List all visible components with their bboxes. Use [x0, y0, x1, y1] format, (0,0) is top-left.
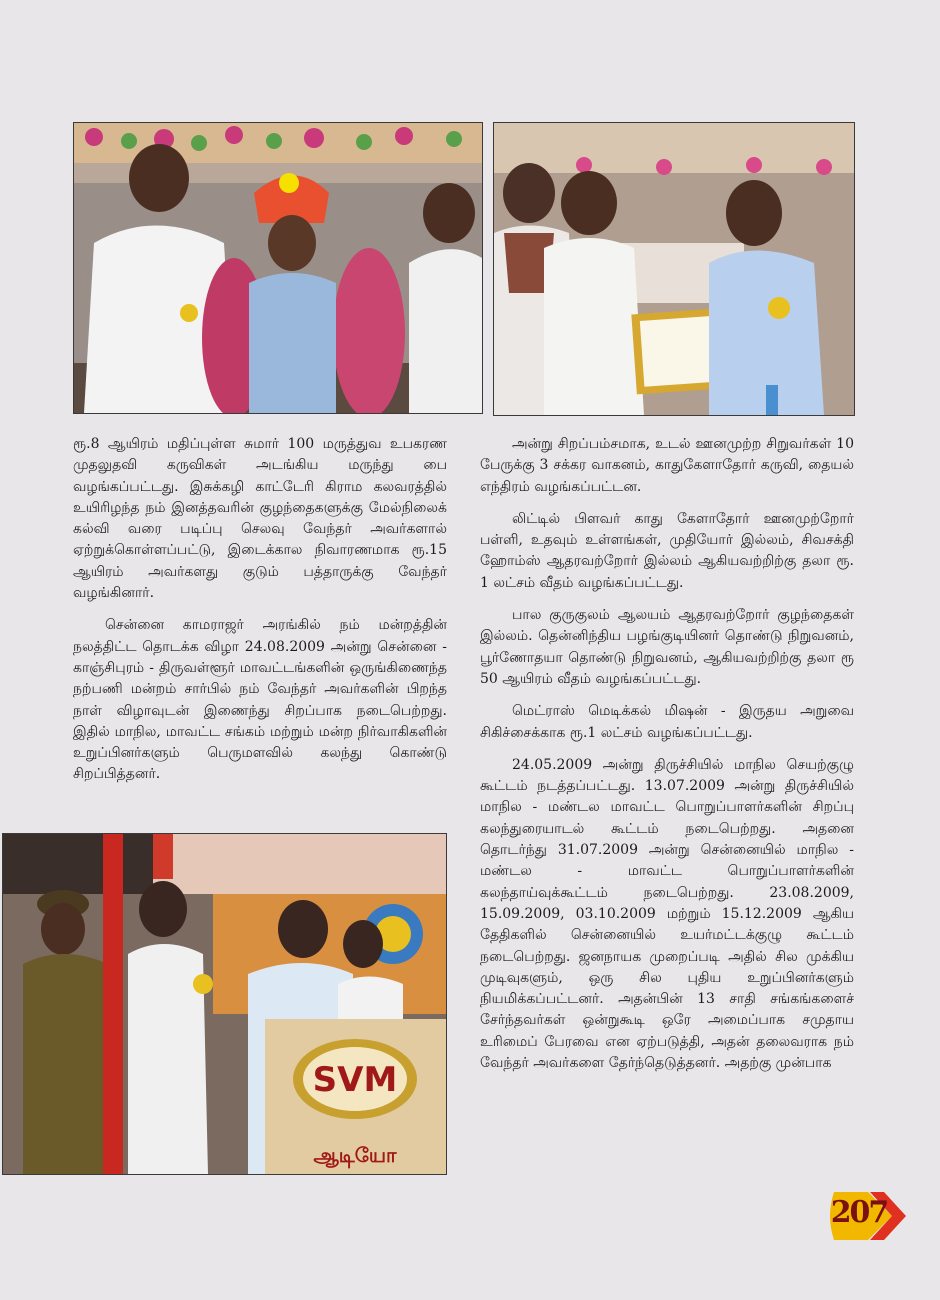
right-paragraph-4: மெட்ராஸ் மெடிக்கல் மிஷன் - இருதய அறுவை சிகிச்சைக்காக ரூ.1 லட்சம் வழங்கப்பட்டது. — [480, 703, 854, 741]
photo-certificate-award — [493, 122, 855, 416]
left-text-column — [73, 434, 447, 797]
podium-subtext: ஆடியோ — [313, 1143, 397, 1167]
podium-logo-text: SVM — [312, 1060, 398, 1100]
left-paragraph-1: ரூ.8 ஆயிரம் மதிப்புள்ள சுமார் 100 மருத்துவ உபகரண முதலுதவி கருவிகள் அடங்கிய மருந்து பை வழங்கப்பட்டது. இசுக்கழி காட்டேரி கிராம கலவரத்தில் உயிரிழந்த நம் இனத்தவரின் குழந்தைகளுக்கு மேல்நிலைக் கல்வி வரை படிப்பு செலவு வேந்தர் அவர்களால் ஏற்றுக்கொள்ளப்பட்டு, இடைக்கால நிவாரணமாக ரூ.15 ஆயிரம் அவர்களது குடும் பத்தாருக்கு வேந்தர் வழங்கினார். — [73, 436, 447, 602]
photo-garland-ceremony — [73, 122, 483, 414]
photo-podium-speech-image — [3, 834, 446, 1174]
photo-garland-ceremony-image — [74, 123, 482, 413]
photo-podium-speech — [2, 833, 447, 1175]
right-paragraph-2: லிட்டில் பிளவர் காது கேளாதோர் ஊனமுற்றோர் பள்ளி, உதவும் உள்ளங்கள், முதியோர் இல்லம், சிவசக்தி ஹோம்ஸ் ஆதரவற்றோர் இல்லம் ஆகியவற்றிற்கு தலா ரூ. 1 லட்சம் வீதம் வழங்கப்பட்டது. — [480, 510, 854, 591]
right-text-column — [480, 434, 854, 1085]
right-paragraph-3: பால குருகுலம் ஆலயம் ஆதரவற்றோர் குழந்தைகள் இல்லம். தென்னிந்திய பழங்குடியினர் தொண்டு நிறுவனம், பூர்ணோதயா தொண்டு நிறுவனம், ஆகியவற்றிற்கு தலா ரூ 50 ஆயிரம் வீதம் வழங்கப்பட்டது. — [480, 607, 854, 687]
right-paragraph-5: 24.05.2009 அன்று திருச்சியில் மாநில செயற்குழு கூட்டம் நடத்தப்பட்டது. 13.07.2009 அன்று திருச்சியில் மாநில - மண்டல மாவட்ட பொறுப்பாளர்களின் சிறப்பு கலந்துரையாடல் கூட்டம் நடைபெற்றது. அதனை தொடர்ந்து 31.07.2009 அன்று சென்னையில் மாநில - மண்டல - மாவட்ட பொறுப்பாளர்களின் கலந்தாய்வுக்கூட்டம் நடைபெற்றது. 23.08.2009, 15.09.2009, 03.10.2009 மற்றும் 15.12.2009 ஆகிய தேதிகளில் சென்னையில் உயர்மட்டக்குழு கூட்டம் நடைபெற்றது. ஜனநாயக முறைப்படி அதில் சில முக்கிய முடிவுகளும், ஒரு சில புதிய உறுப்பினர்களும் நியமிக்கப்பட்டனர். அதன்பின் 13 சாதி சங்கங்களைச் சேர்ந்தவர்கள் ஒன்றுகூடி ஒரே அமைப்பாக சமுதாய உரிமைப் பேரவை என ஏற்படுத்தி, அதன் தலைவராக நம் வேந்தர் அவர்களை தேர்ந்தெடுத்தனர். அதற்கு முன்பாக — [480, 756, 854, 1072]
page-number: 207 — [830, 1195, 888, 1230]
right-paragraph-1: அன்று சிறப்பம்சமாக, உடல் ஊனமுற்ற சிறுவர்கள் 10 பேருக்கு 3 சக்கர வாகனம், காதுகேளாதோர் கருவி, தையல் எந்திரம் வழங்கப்பட்டன. — [480, 436, 854, 495]
left-paragraph-2: சென்னை காமராஜர் அரங்கில் நம் மன்றத்தின் நலத்திட்ட தொடக்க விழா 24.08.2009 அன்று சென்னை - காஞ்சிபுரம் - திருவள்ளூர் மாவட்டங்களின் ஒருங்கிணைந்த நற்பணி மன்றம் சார்பில் நம் வேந்தர் அவர்களின் பிறந்த நாள் விழாவுடன் இணைந்து சிறப்பாக நடைபெற்றது. இதில் மாநில, மாவட்ட சங்கம் மற்றும் மன்ற நிர்வாகிகளின் உறுப்பினர்களும் பெருமளவில் கலந்து கொண்டு சிறப்பித்தனர். — [73, 617, 447, 783]
photo-certificate-award-image — [494, 123, 854, 415]
page-number-badge — [826, 1188, 906, 1244]
